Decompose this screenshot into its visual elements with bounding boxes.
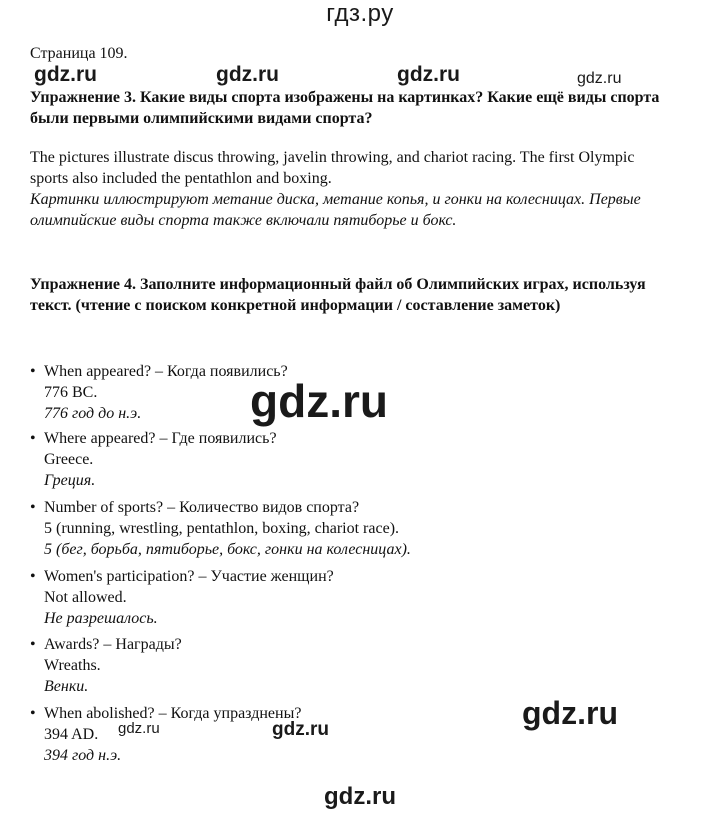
translation: Венки. [44,678,89,695]
watermark: gdz.ru [397,63,460,86]
watermark: gdz.ru [272,719,329,740]
translation: 394 год н.э. [44,747,122,764]
watermark: gdz.ru [577,70,622,87]
translation: Не разрешалось. [44,610,158,627]
bullet: • [30,363,36,380]
translation: 776 год до н.э. [44,405,142,422]
exercise-3-translation: Картинки иллюстрируют метание диска, метание копья, и гонки на колесницах. Первые олимпийские виды спорта также включали пятиборье и бокс. [30,191,641,229]
translation: 5 (бег, борьба, пятиборье, бокс, гонки на колесницах). [44,541,411,558]
bullet: • [30,568,36,585]
watermark-large: gdz.ru [250,375,388,427]
watermark-large: gdz.ru [522,695,618,731]
answer: 394 AD. [44,726,99,743]
site-header-watermark: гдз.ру [326,0,394,27]
question: Awards? – Награды? [44,636,182,653]
translation: Греция. [44,472,96,489]
exercise-4-heading: Упражнение 4. Заполните информационный файл об Олимпийских играх, используя текст. (чтение с поиском конкретной информации / составление заметок) [30,276,646,314]
bullet: • [30,636,36,653]
answer: Not allowed. [44,589,127,606]
list-item [30,497,670,560]
answer: 776 BC. [44,384,98,401]
bullet: • [30,499,36,516]
answer: Greece. [44,451,94,468]
watermark: gdz.ru [34,63,97,86]
bullet: • [30,705,36,722]
list-item [30,566,670,629]
watermark: gdz.ru [216,63,279,86]
question: Number of sports? – Количество видов спорта? [44,499,360,516]
question: When appeared? – Когда появились? [44,363,288,380]
answer: Wreaths. [44,657,101,674]
list-item [30,634,670,697]
watermark: gdz.ru [118,720,160,737]
list-item [30,703,670,766]
bullet: • [30,430,36,447]
question: Women's participation? – Участие женщин? [44,568,334,585]
list-item [30,361,670,427]
site-footer-watermark: gdz.ru [324,783,396,810]
exercise-3-heading: Упражнение 3. Какие виды спорта изображены на картинках? Какие ещё виды спорта были первыми олимпийскими видами спорта? [30,89,660,127]
answer: 5 (running, wrestling, pentathlon, boxing, chariot race). [44,520,400,537]
list-item [30,428,670,491]
question: When abolished? – Когда упразднены? [44,705,302,722]
question: Where appeared? – Где появились? [44,430,277,447]
exercise-3-answer: The pictures illustrate discus throwing, javelin throwing, and chariot racing. The first Olympic sports also included the pentathlon and boxing. [30,149,635,187]
page-label: Страница 109. [30,45,128,62]
